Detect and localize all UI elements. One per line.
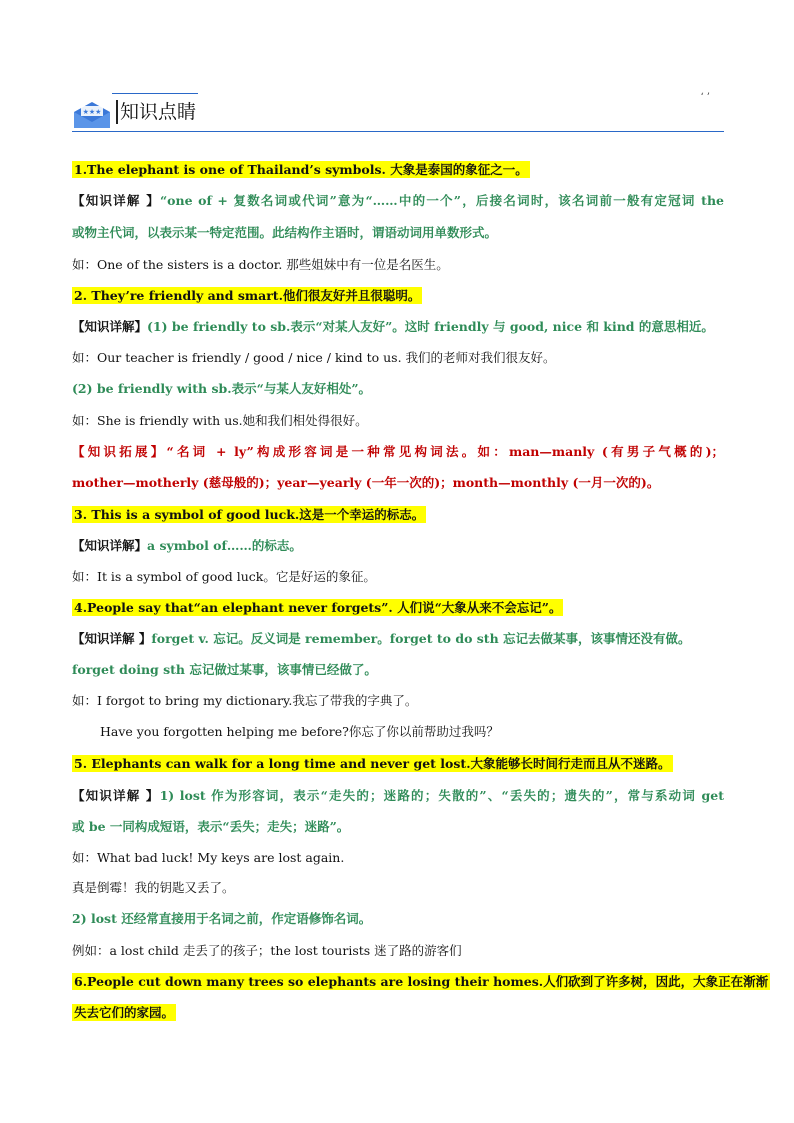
point-2-example: 如：Our teacher is friendly / good / nice / kind to us. 我们的老师对我们很友好。 [72,350,556,365]
point-2-sub: (2) be friendly with sb.表示“与某人友好相处”。 [72,381,372,396]
header-bottom-rule [72,131,724,132]
point-5-sub: 2) lost 还经常直接用于名词之前，作定语修饰名词。 [72,911,372,926]
point-5-example-2: 例如：a lost child 走丢了的孩子；the lost tourists 迷了路的游客们 [72,943,462,958]
point-5-explanation: 【知识详解 】1) lost 作为形容词，表示“走失的；迷路的；失散的”、“丢失的；遗失的”，常与系动词 get [72,788,725,803]
point-6-heading: 6.People cut down many trees so elephants are losing their homes.人们砍到了许多树，因此，大象正在渐渐 [74,974,769,989]
point-1-heading: 1.The elephant is one of Thailand’s symbols. 大象是泰国的象征之一。 [74,162,528,177]
point-5-heading: 5. Elephants can walk for a long time and never get lost.大象能够长时间行走而且从不迷路。 [74,756,671,771]
point-3-explanation: 【知识详解】a symbol of……的标志。 [72,538,302,553]
envelope-icon [72,100,112,130]
point-1-explanation-cont: 或物主代词，以表示某一特定范围。此结构作主语时，谓语动词用单数形式。 [72,225,498,240]
point-1-example: 如：One of the sisters is a doctor. 那些姐妹中有一位是名医生。 [72,257,449,272]
point-1-explanation: 【知识详解 】“one of + 复数名词或代词”意为“……中的一个”，后接名词时，该名词前一般有定冠词 the [72,193,724,208]
point-3-example: 如：It is a symbol of good luck。它是好运的象征。 [72,569,376,584]
point-5-example: 如：What bad luck! My keys are lost again. [72,850,345,865]
point-2-extension-cont: mother—motherly (慈母般的)；year—yearly (一年一次的)；month—monthly (一月一次的)。 [72,475,660,490]
point-4-example: 如：I forgot to bring my dictionary.我忘了带我的字典了。 [72,693,418,708]
point-4-heading: 4.People say that“an elephant never forgets”. 人们说“大象从来不会忘记”。 [74,600,562,615]
point-3-heading: 3. This is a symbol of good luck.这是一个幸运的标志。 [74,507,425,522]
point-2-extension: 【知识拓展】“名词 + ly”构成形容词是一种常见构词法。如：man—manly (有男子气概的)； [72,444,724,459]
point-4-explanation-cont: forget doing sth 忘记做过某事，该事情已经做了。 [72,662,377,677]
point-6-heading-cont: 失去它们的家园。 [74,1005,175,1020]
point-5-explanation-cont: 或 be 一同构成短语，表示“丢失；走失；迷路”。 [72,819,350,834]
point-2-explanation: 【知识详解】(1) be friendly to sb.表示“对某人友好”。这时 friendly 与 good, nice 和 kind 的意思相近。 [72,319,714,334]
corner-mark: ‘ ’ [700,92,710,103]
svg-text:★★★: ★★★ [82,108,102,116]
point-5-example-translation: 真是倒霉！我的钥匙又丢了。 [72,880,235,895]
point-4-example-2: Have you forgotten helping me before?你忘了你以前帮助过我吗？ [100,724,499,739]
section-header [72,86,724,134]
point-2-heading: 2. They’re friendly and smart.他们很友好并且很聪明。 [74,288,421,303]
page-title: 知识点睛 [116,100,196,124]
point-2-example-2: 如：She is friendly with us.她和我们相处得很好。 [72,413,368,428]
header-top-rule [112,93,198,94]
point-4-explanation: 【知识详解 】forget v. 忘记。反义词是 remember。forget to do sth 忘记去做某事，该事情还没有做。 [72,631,691,646]
